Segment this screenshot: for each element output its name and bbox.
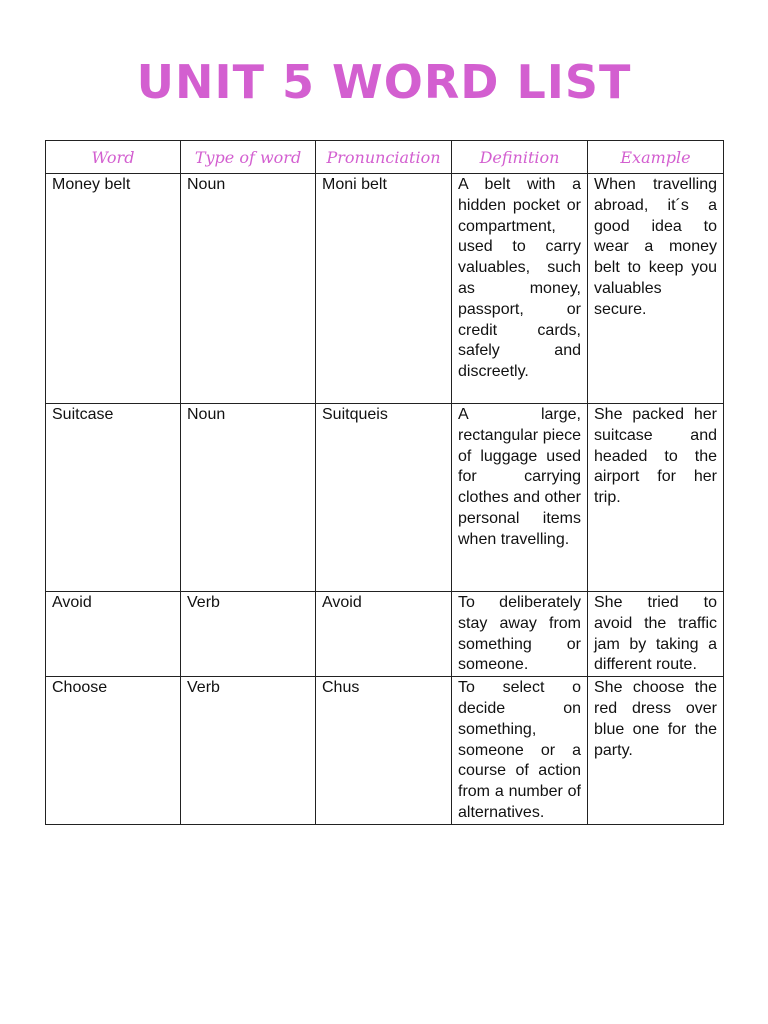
cell-example: She packed her suitcase and headed to the airport for her trip. [588, 404, 724, 592]
cell-type: Verb [181, 592, 316, 677]
cell-word: Avoid [46, 592, 181, 677]
table-header-row [46, 141, 724, 174]
page-title: UNIT 5 WORD LIST [136, 55, 632, 109]
table-row [46, 174, 724, 404]
cell-type: Verb [181, 677, 316, 825]
cell-pronunciation: Chus [316, 677, 452, 825]
table-row [46, 404, 724, 592]
cell-word: Choose [46, 677, 181, 825]
header-pronunciation: Pronunciation [316, 141, 452, 174]
cell-definition: A large, rectangular piece of luggage used for carrying clothes and other personal items when travelling. [452, 404, 588, 592]
cell-type: Noun [181, 404, 316, 592]
header-definition: Definition [452, 141, 588, 174]
header-word: Word [46, 141, 181, 174]
cell-type: Noun [181, 174, 316, 404]
header-type-of-word: Type of word [181, 141, 316, 174]
cell-definition: A belt with a hidden pocket or compartment, used to carry valuables, such as money, passport, or credit cards, safely and discreetly. [452, 174, 588, 404]
cell-definition: To select o decide on something, someone or a course of action from a number of alternatives. [452, 677, 588, 825]
cell-word: Money belt [46, 174, 181, 404]
cell-definition: To deliberately stay away from something or someone. [452, 592, 588, 677]
cell-pronunciation: Suitqueis [316, 404, 452, 592]
cell-word: Suitcase [46, 404, 181, 592]
cell-pronunciation: Avoid [316, 592, 452, 677]
cell-example: When travelling abroad, it´s a good idea to wear a money belt to keep you valuables secure. [588, 174, 724, 404]
cell-pronunciation: Moni belt [316, 174, 452, 404]
word-list-table [45, 140, 724, 825]
table-row [46, 592, 724, 677]
cell-example: She choose the red dress over blue one for the party. [588, 677, 724, 825]
table-row [46, 677, 724, 825]
cell-example: She tried to avoid the traffic jam by taking a different route. [588, 592, 724, 677]
header-example: Example [588, 141, 724, 174]
